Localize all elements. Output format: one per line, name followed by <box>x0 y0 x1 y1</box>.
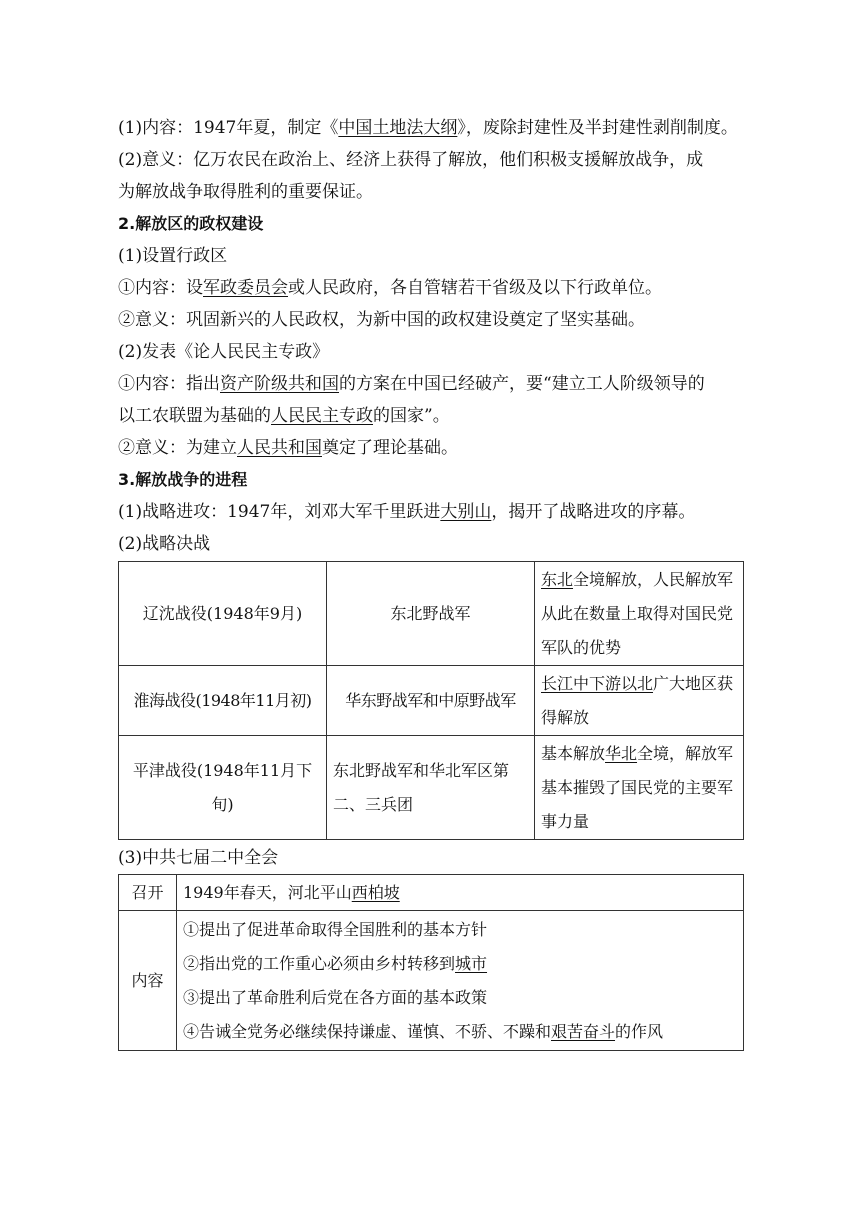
underlined-term: 艰苦奋斗 <box>551 1021 616 1041</box>
list-item: ②指出党的工作重心必须由乡村转移到城市 <box>183 953 488 973</box>
underlined-term: 中国土地法大纲 <box>338 118 458 138</box>
battle-result: 东北全境解放，人民解放军从此在数量上取得对国民党军队的优势 <box>535 562 744 666</box>
land-law-significance-cont: 为解放战争取得胜利的重要保证。 <box>118 182 373 202</box>
section-3-heading: 3.解放战争的进程 <box>118 470 248 489</box>
battle-army: 华东野战军和中原野战军 <box>327 666 535 736</box>
section-2-sub2-content-cont: 以工农联盟为基础的人民民主专政的国家”。 <box>118 406 450 426</box>
battle-army: 东北野战军和华北军区第二、三兵团 <box>327 736 535 840</box>
battle-name: 辽沈战役(1948年9月) <box>119 562 327 666</box>
list-item: ④告诫全党务必继续保持谦虚、谨慎、不骄、不躁和艰苦奋斗的作风 <box>183 1021 664 1041</box>
table-row <box>119 875 744 911</box>
section-3-sub1: (1)战略进攻：1947年，刘邓大军千里跃进大别山，揭开了战略进攻的序幕。 <box>118 502 696 522</box>
battle-name: 淮海战役(1948年11月初) <box>119 666 327 736</box>
table-row <box>119 562 744 666</box>
section-2-sub2: (2)发表《论人民民主专政》 <box>118 342 330 362</box>
plenum-content-label: 内容 <box>119 911 177 1051</box>
section-2-sub1-significance: ②意义：巩固新兴的人民政权，为新中国的政权建设奠定了坚实基础。 <box>118 310 645 330</box>
section-2-sub2-significance: ②意义：为建立人民共和国奠定了理论基础。 <box>118 438 458 458</box>
underlined-term: 人民共和国 <box>237 438 322 458</box>
decisive-battles-table <box>118 561 744 840</box>
table-row <box>119 736 744 840</box>
section-3-sub2: (2)战略决战 <box>118 534 211 554</box>
table-row <box>119 911 744 1051</box>
list-item: ③提出了革命胜利后党在各方面的基本政策 <box>183 987 488 1007</box>
underlined-term: 军政委员会 <box>203 278 288 298</box>
battle-result: 长江中下游以北广大地区获得解放 <box>535 666 744 736</box>
document-page <box>118 112 743 1051</box>
underlined-term: 人民民主专政 <box>271 406 373 426</box>
section-2-sub1: (1)设置行政区 <box>118 246 228 266</box>
plenum-table <box>118 874 744 1051</box>
section-2-heading: 2.解放区的政权建设 <box>118 214 264 233</box>
battle-name: 平津战役(1948年11月下旬) <box>119 736 327 840</box>
list-item: ①提出了促进革命取得全国胜利的基本方针 <box>183 919 488 939</box>
section-2-sub2-content: ①内容：指出资产阶级共和国的方案在中国已经破产，要“建立工人阶级领导的 <box>118 374 705 394</box>
plenum-held: 1949年春天，河北平山西柏坡 <box>177 875 744 911</box>
underlined-term: 资产阶级共和国 <box>220 374 339 394</box>
section-3-sub3: (3)中共七届二中全会 <box>118 848 279 868</box>
underlined-term: 大别山 <box>440 502 492 522</box>
land-law-content: (1)内容：1947年夏，制定《中国土地法大纲》，废除封建性及半封建性剥削制度。 <box>118 118 738 138</box>
plenum-content <box>177 911 744 1051</box>
plenum-held-label: 召开 <box>119 875 177 911</box>
battle-result: 基本解放华北全境，解放军基本摧毁了国民党的主要军事力量 <box>535 736 744 840</box>
land-law-significance: (2)意义：亿万农民在政治上、经济上获得了解放，他们积极支援解放战争，成 <box>118 150 704 170</box>
table-row <box>119 666 744 736</box>
section-2-sub1-content: ①内容：设军政委员会或人民政府，各自管辖若干省级及以下行政单位。 <box>118 278 662 298</box>
underlined-term: 西柏坡 <box>351 882 400 902</box>
underlined-term: 城市 <box>455 953 488 973</box>
underlined-term: 华北 <box>605 743 638 763</box>
battle-army: 东北野战军 <box>327 562 535 666</box>
underlined-term: 长江中下游以北 <box>541 673 654 693</box>
underlined-term: 东北 <box>541 569 574 589</box>
